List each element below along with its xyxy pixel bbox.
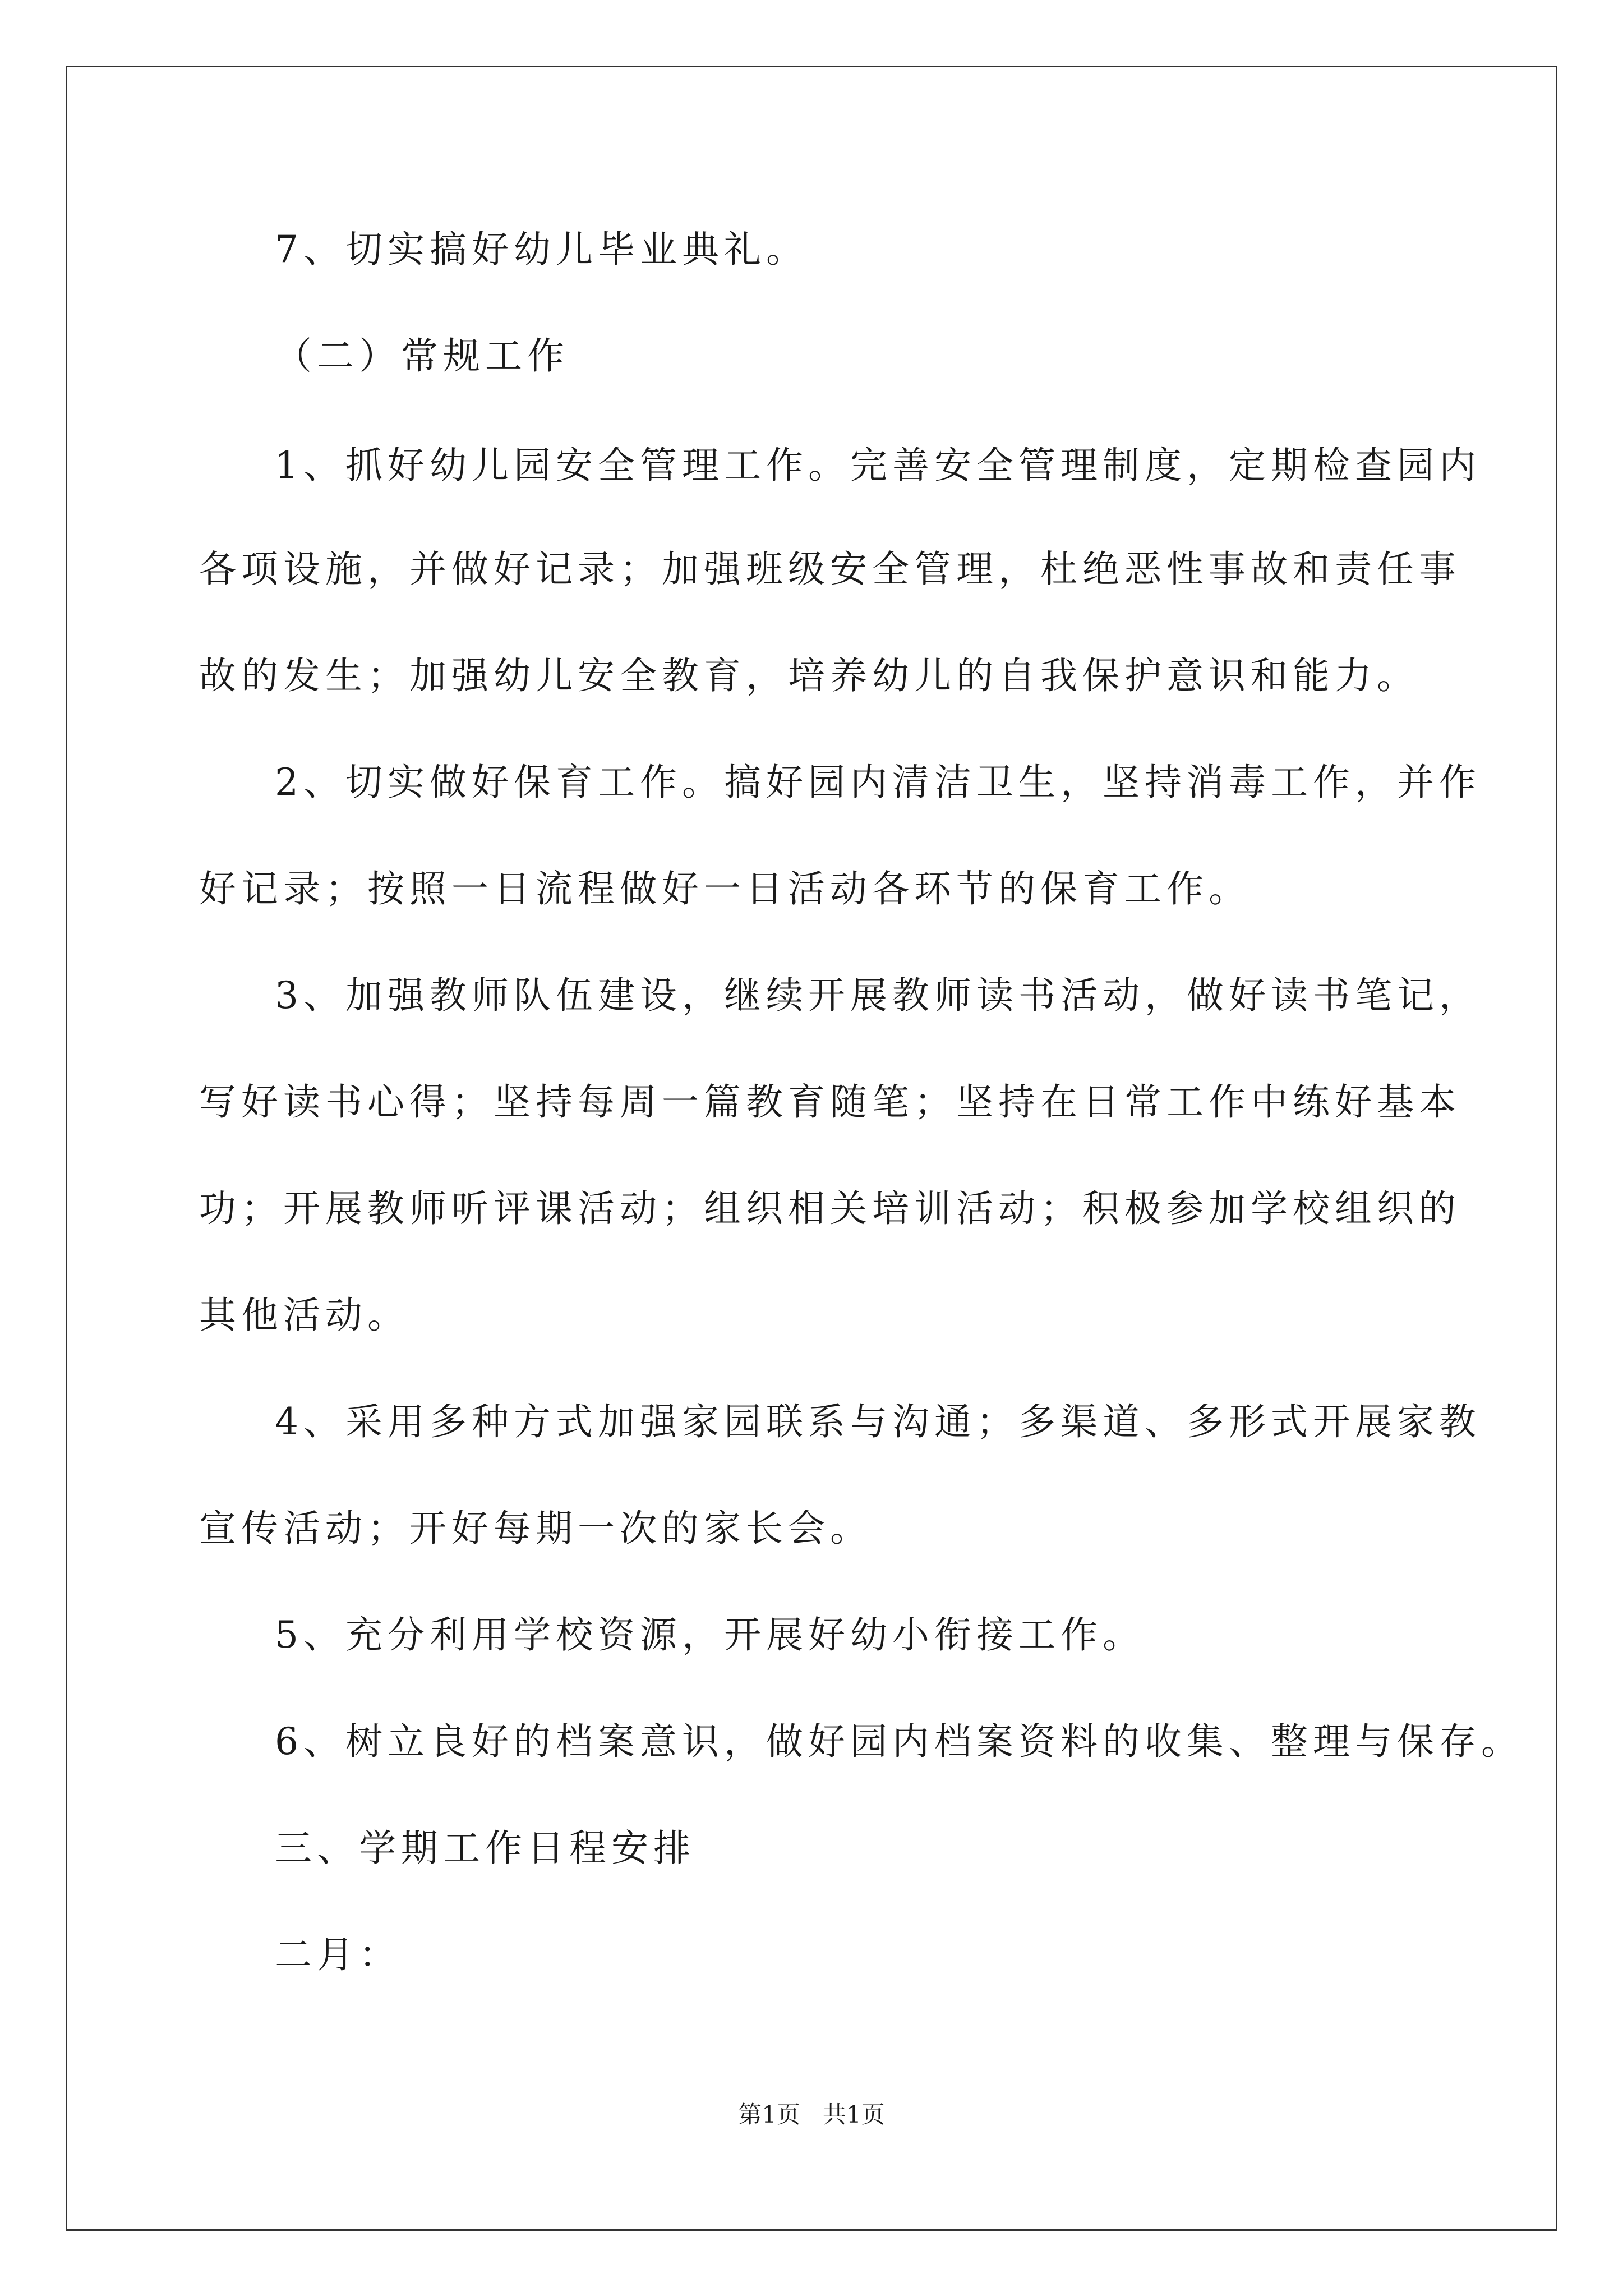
paragraph-line: 二月： — [275, 1933, 401, 1976]
paragraph-line: 故的发生；加强幼儿安全教育，培养幼儿的自我保护意识和能力。 — [199, 654, 1419, 697]
paragraph-line: 功；开展教师听评课活动；组织相关培训活动；积极参加学校组织的 — [199, 1187, 1461, 1230]
paragraph-line: 写好读书心得；坚持每周一篇教育随笔；坚持在日常工作中练好基本 — [199, 1080, 1461, 1124]
paragraph-line: 5、充分利用学校资源，开展好幼小衔接工作。 — [275, 1613, 1145, 1657]
page-number-footer: 第1页 共1页 — [738, 2101, 885, 2128]
paragraph-line: 1、抓好幼儿园安全管理工作。完善安全管理制度，定期检查园内 — [275, 444, 1481, 487]
paragraph-line: 2、切实做好保育工作。搞好园内清洁卫生，坚持消毒工作，并作 — [275, 761, 1481, 804]
paragraph-line: 各项设施，并做好记录；加强班级安全管理，杜绝恶性事故和责任事 — [199, 547, 1461, 591]
section-heading: （二）常规工作 — [275, 334, 569, 378]
section-heading: 三、学期工作日程安排 — [275, 1826, 695, 1870]
paragraph-line: 其他活动。 — [199, 1294, 409, 1337]
paragraph-line: 3、加强教师队伍建设，继续开展教师读书活动，做好读书笔记， — [275, 974, 1481, 1017]
paragraph-line: 7、切实搞好幼儿毕业典礼。 — [275, 228, 808, 271]
paragraph-line: 4、采用多种方式加强家园联系与沟通；多渠道、多形式开展家教 — [275, 1400, 1481, 1443]
page-border — [66, 66, 1557, 2231]
paragraph-line: 好记录；按照一日流程做好一日活动各环节的保育工作。 — [199, 867, 1251, 910]
paragraph-line: 6、树立良好的档案意识，做好园内档案资料的收集、整理与保存。 — [275, 1720, 1523, 1763]
paragraph-line: 宣传活动；开好每期一次的家长会。 — [199, 1507, 872, 1550]
